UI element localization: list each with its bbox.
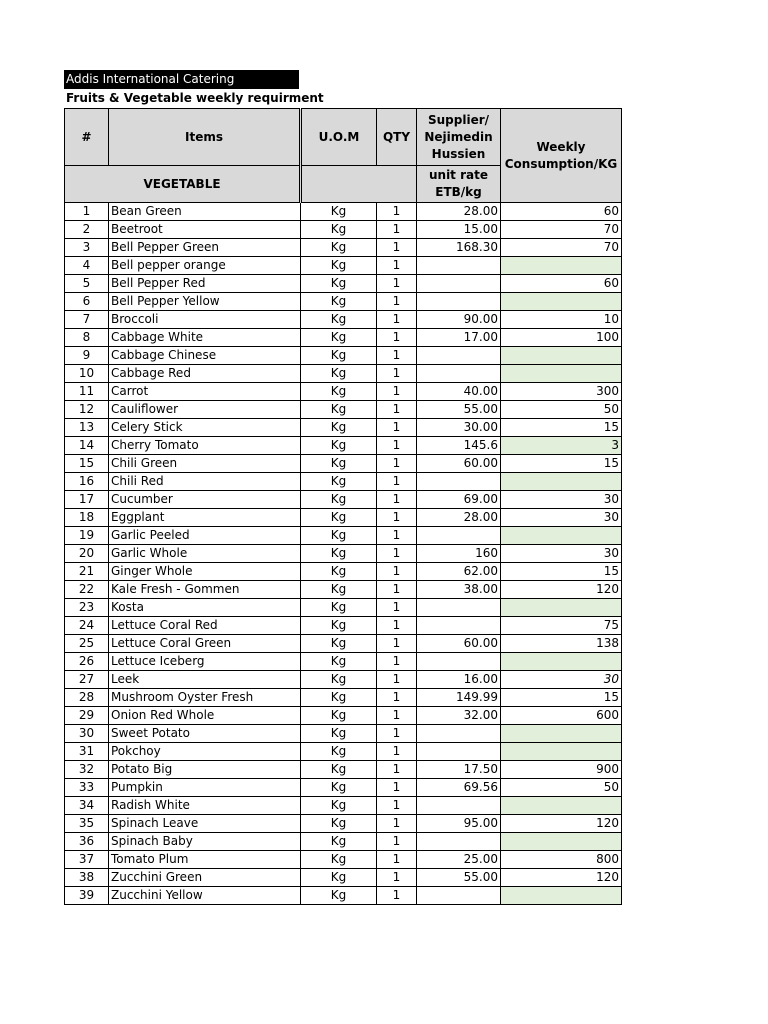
header-rate xyxy=(417,166,501,203)
unit-rate-cell: 149.99 xyxy=(417,689,501,707)
qty-cell: 1 xyxy=(377,653,417,671)
header-rate-line2: ETB/kg xyxy=(435,185,482,199)
weekly-consumption-cell xyxy=(501,347,622,365)
weekly-consumption-cell xyxy=(501,293,622,311)
weekly-consumption-cell: 60 xyxy=(501,203,622,221)
item-name: Cucumber xyxy=(109,491,301,509)
table-row xyxy=(65,779,622,797)
qty-cell: 1 xyxy=(377,779,417,797)
qty-cell: 1 xyxy=(377,221,417,239)
uom-cell: Kg xyxy=(301,419,377,437)
qty-cell: 1 xyxy=(377,761,417,779)
row-number: 29 xyxy=(65,707,109,725)
unit-rate-cell: 17.00 xyxy=(417,329,501,347)
item-name: Zucchini Yellow xyxy=(109,887,301,905)
table-row xyxy=(65,491,622,509)
qty-cell: 1 xyxy=(377,437,417,455)
unit-rate-cell xyxy=(417,797,501,815)
weekly-consumption-cell: 120 xyxy=(501,815,622,833)
qty-cell: 1 xyxy=(377,689,417,707)
qty-cell: 1 xyxy=(377,347,417,365)
weekly-consumption-cell: 70 xyxy=(501,221,622,239)
row-number: 37 xyxy=(65,851,109,869)
qty-cell: 1 xyxy=(377,419,417,437)
unit-rate-cell: 69.00 xyxy=(417,491,501,509)
item-name: Ginger Whole xyxy=(109,563,301,581)
qty-cell: 1 xyxy=(377,671,417,689)
uom-cell: Kg xyxy=(301,815,377,833)
item-name: Bell Pepper Red xyxy=(109,275,301,293)
unit-rate-cell: 32.00 xyxy=(417,707,501,725)
uom-cell: Kg xyxy=(301,527,377,545)
item-name: Cherry Tomato xyxy=(109,437,301,455)
weekly-consumption-cell: 120 xyxy=(501,581,622,599)
header-supplier-line3: Hussien xyxy=(431,146,486,161)
qty-cell: 1 xyxy=(377,725,417,743)
qty-cell: 1 xyxy=(377,617,417,635)
item-name: Garlic Peeled xyxy=(109,527,301,545)
table-row xyxy=(65,707,622,725)
row-number: 25 xyxy=(65,635,109,653)
row-number: 22 xyxy=(65,581,109,599)
company-title: Addis International Catering xyxy=(64,70,299,89)
qty-cell: 1 xyxy=(377,275,417,293)
item-name: Radish White xyxy=(109,797,301,815)
weekly-consumption-cell: 30 xyxy=(501,545,622,563)
table-row xyxy=(65,653,622,671)
row-number: 39 xyxy=(65,887,109,905)
weekly-consumption-cell xyxy=(501,257,622,275)
item-name: Spinach Baby xyxy=(109,833,301,851)
unit-rate-cell xyxy=(417,725,501,743)
row-number: 31 xyxy=(65,743,109,761)
vegetable-table xyxy=(64,108,622,905)
weekly-consumption-cell: 30 xyxy=(501,509,622,527)
uom-cell: Kg xyxy=(301,347,377,365)
table-row xyxy=(65,725,622,743)
row-number: 14 xyxy=(65,437,109,455)
section-vegetable: VEGETABLE xyxy=(65,166,301,203)
qty-cell: 1 xyxy=(377,563,417,581)
weekly-consumption-cell: 75 xyxy=(501,617,622,635)
uom-cell: Kg xyxy=(301,329,377,347)
table-row xyxy=(65,203,622,221)
header-blank xyxy=(301,166,417,203)
unit-rate-cell: 30.00 xyxy=(417,419,501,437)
row-number: 32 xyxy=(65,761,109,779)
item-name: Cabbage White xyxy=(109,329,301,347)
item-name: Kosta xyxy=(109,599,301,617)
unit-rate-cell: 38.00 xyxy=(417,581,501,599)
qty-cell: 1 xyxy=(377,815,417,833)
item-name: Chili Green xyxy=(109,455,301,473)
table-row xyxy=(65,635,622,653)
unit-rate-cell: 60.00 xyxy=(417,455,501,473)
uom-cell: Kg xyxy=(301,617,377,635)
row-number: 17 xyxy=(65,491,109,509)
qty-cell: 1 xyxy=(377,527,417,545)
uom-cell: Kg xyxy=(301,311,377,329)
table-row xyxy=(65,599,622,617)
row-number: 16 xyxy=(65,473,109,491)
table-row xyxy=(65,509,622,527)
row-number: 19 xyxy=(65,527,109,545)
weekly-consumption-cell xyxy=(501,473,622,491)
unit-rate-cell: 69.56 xyxy=(417,779,501,797)
uom-cell: Kg xyxy=(301,563,377,581)
sheet-subtitle: Fruits & Vegetable weekly requirment xyxy=(66,91,324,105)
row-number: 33 xyxy=(65,779,109,797)
table-row xyxy=(65,563,622,581)
row-number: 2 xyxy=(65,221,109,239)
item-name: Tomato Plum xyxy=(109,851,301,869)
weekly-consumption-cell xyxy=(501,599,622,617)
uom-cell: Kg xyxy=(301,509,377,527)
item-name: Onion Red Whole xyxy=(109,707,301,725)
weekly-consumption-cell: 50 xyxy=(501,401,622,419)
item-name: Bean Green xyxy=(109,203,301,221)
weekly-consumption-cell xyxy=(501,653,622,671)
uom-cell: Kg xyxy=(301,707,377,725)
row-number: 6 xyxy=(65,293,109,311)
uom-cell: Kg xyxy=(301,365,377,383)
weekly-consumption-cell: 70 xyxy=(501,239,622,257)
row-number: 11 xyxy=(65,383,109,401)
table-row xyxy=(65,383,622,401)
row-number: 36 xyxy=(65,833,109,851)
unit-rate-cell xyxy=(417,743,501,761)
weekly-consumption-cell: 800 xyxy=(501,851,622,869)
table-row xyxy=(65,761,622,779)
row-number: 21 xyxy=(65,563,109,581)
item-name: Pokchoy xyxy=(109,743,301,761)
table-row xyxy=(65,221,622,239)
uom-cell: Kg xyxy=(301,887,377,905)
uom-cell: Kg xyxy=(301,491,377,509)
unit-rate-cell xyxy=(417,887,501,905)
qty-cell: 1 xyxy=(377,239,417,257)
table-row xyxy=(65,833,622,851)
header-qty: QTY xyxy=(377,109,417,166)
qty-cell: 1 xyxy=(377,329,417,347)
table-row xyxy=(65,329,622,347)
row-number: 20 xyxy=(65,545,109,563)
weekly-consumption-cell: 900 xyxy=(501,761,622,779)
uom-cell: Kg xyxy=(301,473,377,491)
row-number: 23 xyxy=(65,599,109,617)
item-name: Pumpkin xyxy=(109,779,301,797)
header-weekly-line1: Weekly xyxy=(536,139,586,154)
row-number: 7 xyxy=(65,311,109,329)
item-name: Bell Pepper Yellow xyxy=(109,293,301,311)
unit-rate-cell xyxy=(417,347,501,365)
uom-cell: Kg xyxy=(301,797,377,815)
table-body xyxy=(65,203,622,905)
table-row xyxy=(65,401,622,419)
unit-rate-cell: 90.00 xyxy=(417,311,501,329)
unit-rate-cell xyxy=(417,833,501,851)
unit-rate-cell xyxy=(417,473,501,491)
table-row xyxy=(65,545,622,563)
weekly-consumption-cell: 10 xyxy=(501,311,622,329)
item-name: Eggplant xyxy=(109,509,301,527)
weekly-consumption-cell xyxy=(501,725,622,743)
uom-cell: Kg xyxy=(301,671,377,689)
weekly-consumption-cell: 138 xyxy=(501,635,622,653)
unit-rate-cell: 17.50 xyxy=(417,761,501,779)
weekly-consumption-cell: 15 xyxy=(501,689,622,707)
row-number: 12 xyxy=(65,401,109,419)
qty-cell: 1 xyxy=(377,509,417,527)
row-number: 34 xyxy=(65,797,109,815)
table-row xyxy=(65,419,622,437)
header-supplier-line1: Supplier/ xyxy=(427,112,490,127)
weekly-consumption-cell: 3 xyxy=(501,437,622,455)
table-row xyxy=(65,365,622,383)
table-row xyxy=(65,851,622,869)
item-name: Bell Pepper Green xyxy=(109,239,301,257)
qty-cell: 1 xyxy=(377,545,417,563)
table-row xyxy=(65,671,622,689)
uom-cell: Kg xyxy=(301,239,377,257)
uom-cell: Kg xyxy=(301,437,377,455)
uom-cell: Kg xyxy=(301,383,377,401)
item-name: Lettuce Iceberg xyxy=(109,653,301,671)
table-row xyxy=(65,887,622,905)
row-number: 10 xyxy=(65,365,109,383)
uom-cell: Kg xyxy=(301,869,377,887)
item-name: Lettuce Coral Red xyxy=(109,617,301,635)
table-row xyxy=(65,527,622,545)
row-number: 3 xyxy=(65,239,109,257)
uom-cell: Kg xyxy=(301,275,377,293)
weekly-consumption-cell: 15 xyxy=(501,563,622,581)
unit-rate-cell xyxy=(417,653,501,671)
qty-cell: 1 xyxy=(377,887,417,905)
item-name: Cabbage Chinese xyxy=(109,347,301,365)
item-name: Broccoli xyxy=(109,311,301,329)
item-name: Mushroom Oyster Fresh xyxy=(109,689,301,707)
weekly-consumption-cell xyxy=(501,887,622,905)
uom-cell: Kg xyxy=(301,293,377,311)
table-row xyxy=(65,689,622,707)
unit-rate-cell: 40.00 xyxy=(417,383,501,401)
qty-cell: 1 xyxy=(377,473,417,491)
table-row xyxy=(65,257,622,275)
item-name: Zucchini Green xyxy=(109,869,301,887)
item-name: Potato Big xyxy=(109,761,301,779)
item-name: Garlic Whole xyxy=(109,545,301,563)
table-row xyxy=(65,293,622,311)
uom-cell: Kg xyxy=(301,689,377,707)
item-name: Carrot xyxy=(109,383,301,401)
item-name: Spinach Leave xyxy=(109,815,301,833)
row-number: 15 xyxy=(65,455,109,473)
weekly-consumption-cell: 15 xyxy=(501,419,622,437)
unit-rate-cell: 95.00 xyxy=(417,815,501,833)
weekly-consumption-cell: 15 xyxy=(501,455,622,473)
unit-rate-cell: 28.00 xyxy=(417,509,501,527)
qty-cell: 1 xyxy=(377,743,417,761)
header-num: # xyxy=(65,109,109,166)
uom-cell: Kg xyxy=(301,743,377,761)
uom-cell: Kg xyxy=(301,725,377,743)
qty-cell: 1 xyxy=(377,455,417,473)
qty-cell: 1 xyxy=(377,833,417,851)
unit-rate-cell: 62.00 xyxy=(417,563,501,581)
weekly-consumption-cell: 120 xyxy=(501,869,622,887)
weekly-consumption-cell xyxy=(501,833,622,851)
item-name: Lettuce Coral Green xyxy=(109,635,301,653)
table-row xyxy=(65,581,622,599)
item-name: Chili Red xyxy=(109,473,301,491)
weekly-consumption-cell: 30 xyxy=(501,491,622,509)
row-number: 30 xyxy=(65,725,109,743)
item-name: Celery Stick xyxy=(109,419,301,437)
qty-cell: 1 xyxy=(377,797,417,815)
row-number: 27 xyxy=(65,671,109,689)
qty-cell: 1 xyxy=(377,599,417,617)
item-name: Cabbage Red xyxy=(109,365,301,383)
qty-cell: 1 xyxy=(377,383,417,401)
weekly-consumption-cell: 60 xyxy=(501,275,622,293)
uom-cell: Kg xyxy=(301,851,377,869)
weekly-consumption-cell xyxy=(501,527,622,545)
unit-rate-cell: 28.00 xyxy=(417,203,501,221)
row-number: 24 xyxy=(65,617,109,635)
table-row xyxy=(65,869,622,887)
weekly-consumption-cell: 30 xyxy=(501,671,622,689)
uom-cell: Kg xyxy=(301,455,377,473)
unit-rate-cell xyxy=(417,257,501,275)
item-name: Cauliflower xyxy=(109,401,301,419)
table-header xyxy=(65,109,622,203)
row-number: 13 xyxy=(65,419,109,437)
header-weekly-line2: Consumption/KG xyxy=(504,156,618,171)
uom-cell: Kg xyxy=(301,833,377,851)
table-row xyxy=(65,815,622,833)
unit-rate-cell xyxy=(417,527,501,545)
unit-rate-cell xyxy=(417,365,501,383)
uom-cell: Kg xyxy=(301,635,377,653)
unit-rate-cell xyxy=(417,599,501,617)
table-row xyxy=(65,437,622,455)
weekly-consumption-cell: 50 xyxy=(501,779,622,797)
qty-cell: 1 xyxy=(377,293,417,311)
uom-cell: Kg xyxy=(301,779,377,797)
row-number: 38 xyxy=(65,869,109,887)
qty-cell: 1 xyxy=(377,401,417,419)
qty-cell: 1 xyxy=(377,707,417,725)
qty-cell: 1 xyxy=(377,257,417,275)
uom-cell: Kg xyxy=(301,761,377,779)
row-number: 5 xyxy=(65,275,109,293)
uom-cell: Kg xyxy=(301,581,377,599)
weekly-consumption-cell: 100 xyxy=(501,329,622,347)
qty-cell: 1 xyxy=(377,581,417,599)
row-number: 26 xyxy=(65,653,109,671)
qty-cell: 1 xyxy=(377,869,417,887)
item-name: Kale Fresh - Gommen xyxy=(109,581,301,599)
table-row xyxy=(65,797,622,815)
uom-cell: Kg xyxy=(301,257,377,275)
item-name: Beetroot xyxy=(109,221,301,239)
table-row xyxy=(65,275,622,293)
unit-rate-cell: 55.00 xyxy=(417,869,501,887)
qty-cell: 1 xyxy=(377,491,417,509)
unit-rate-cell: 25.00 xyxy=(417,851,501,869)
table-row xyxy=(65,239,622,257)
qty-cell: 1 xyxy=(377,851,417,869)
weekly-consumption-cell: 600 xyxy=(501,707,622,725)
table-row xyxy=(65,743,622,761)
weekly-consumption-cell xyxy=(501,797,622,815)
weekly-consumption-cell xyxy=(501,743,622,761)
item-name: Leek xyxy=(109,671,301,689)
unit-rate-cell: 55.00 xyxy=(417,401,501,419)
weekly-consumption-cell xyxy=(501,365,622,383)
weekly-consumption-cell: 300 xyxy=(501,383,622,401)
unit-rate-cell: 16.00 xyxy=(417,671,501,689)
row-number: 9 xyxy=(65,347,109,365)
table-row xyxy=(65,455,622,473)
row-number: 18 xyxy=(65,509,109,527)
qty-cell: 1 xyxy=(377,311,417,329)
unit-rate-cell: 168.30 xyxy=(417,239,501,257)
header-rate-line1: unit rate xyxy=(428,168,488,182)
uom-cell: Kg xyxy=(301,401,377,419)
unit-rate-cell xyxy=(417,617,501,635)
header-uom: U.O.M xyxy=(301,109,377,166)
qty-cell: 1 xyxy=(377,635,417,653)
header-supplier-line2: Nejimedin xyxy=(424,129,493,144)
qty-cell: 1 xyxy=(377,203,417,221)
uom-cell: Kg xyxy=(301,203,377,221)
unit-rate-cell: 160 xyxy=(417,545,501,563)
uom-cell: Kg xyxy=(301,221,377,239)
row-number: 35 xyxy=(65,815,109,833)
uom-cell: Kg xyxy=(301,599,377,617)
item-name: Bell pepper orange xyxy=(109,257,301,275)
unit-rate-cell: 60.00 xyxy=(417,635,501,653)
unit-rate-cell: 145.6 xyxy=(417,437,501,455)
header-supplier xyxy=(417,109,501,166)
row-number: 8 xyxy=(65,329,109,347)
table-row xyxy=(65,473,622,491)
table-row xyxy=(65,347,622,365)
header-weekly xyxy=(501,109,622,203)
unit-rate-cell: 15.00 xyxy=(417,221,501,239)
table-row xyxy=(65,617,622,635)
unit-rate-cell xyxy=(417,293,501,311)
qty-cell: 1 xyxy=(377,365,417,383)
row-number: 4 xyxy=(65,257,109,275)
row-number: 28 xyxy=(65,689,109,707)
unit-rate-cell xyxy=(417,275,501,293)
item-name: Sweet Potato xyxy=(109,725,301,743)
row-number: 1 xyxy=(65,203,109,221)
table-row xyxy=(65,311,622,329)
header-items: Items xyxy=(109,109,301,166)
uom-cell: Kg xyxy=(301,545,377,563)
uom-cell: Kg xyxy=(301,653,377,671)
